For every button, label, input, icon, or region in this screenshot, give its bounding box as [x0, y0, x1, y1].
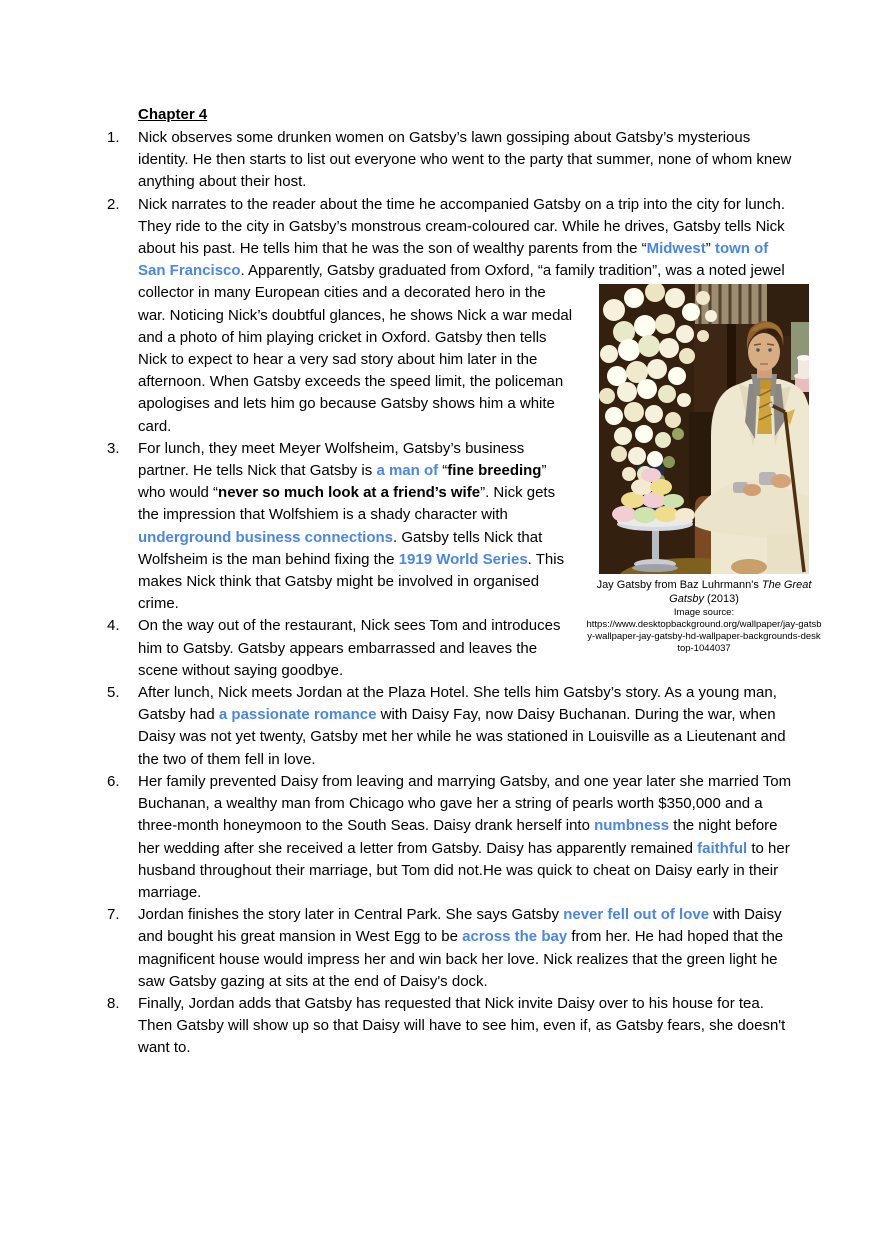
text-run: “	[438, 462, 448, 480]
list-item	[105, 682, 792, 771]
list-item	[105, 438, 792, 616]
text-run: ” who would “	[138, 462, 547, 502]
text-run: Her family prevented Daisy from leaving and marrying Gatsby, and one year later she married Tom Buchanan, a wealthy man from Chicago who gave her a string of pearls worth $350,000 and a three-month honeymoon to the South Seas. Daisy drank herself into	[138, 772, 792, 835]
text-run: After lunch, Nick meets Jordan at the Plaza Hotel. She tells him Gatsby’s story. As a young man, Gatsby had	[138, 684, 777, 724]
highlighted-phrase: across the bay	[462, 928, 568, 946]
text-run: to her husband throughout their marriage, but Tom did not.He was quick to cheat on Daisy early in their marriage.	[138, 839, 790, 901]
text-run: For lunch, they meet Meyer Wolfsheim, Gatsby’s business partner. He tells Nick that Gatsby is	[138, 439, 525, 480]
text-run: Nick observes some drunken women on Gatsby’s lawn gossiping about Gatsby’s mysterious identity. He then starts to list out everyone who went to the party that summer, none of whom knew anything about their host.	[138, 129, 792, 191]
caption-source-label: Image source:	[673, 607, 735, 619]
highlighted-phrase: never fell out of love	[563, 906, 710, 924]
list-number: 1.	[107, 129, 120, 146]
highlighted-phrase: Midwest	[646, 240, 706, 258]
text-run: in the war. Noticing Nick’s doubtful glances, he shows Nick a war medal and a photo of him playing cricket in Oxford. Gatsby then tells Nick to expect to hear a very sad story about him later in the afternoon. When Gatsby exceeds the speed limit, the policeman apologises and lets him go because Gatsby shows him a white card.	[138, 284, 573, 435]
caption-source-url[interactable]: https://www.desktopbackground.org/wallpaper/jay-gatsby-wallpaper-jay-gatsby-hd-wallpaper-backgrounds-desktop-1044037	[586, 619, 822, 655]
list-item	[105, 993, 792, 1060]
text-run: from her. He had hoped that the magnificent house would impress her and win back her love. Nick realizes that the green light he saw Gatsby gazing at sits at the end of Daisy's dock.	[138, 928, 784, 990]
text-run: never so much look at a friend’s wife	[218, 484, 481, 502]
list-number: 2.	[107, 195, 120, 213]
text-run: with Daisy Fay, now Daisy Buchanan. During the war, when Daisy was not yet twenty, Gatsby met her while he was stationed in Louisville as a Lieutenant and the two of them fell in love.	[138, 706, 786, 768]
text-run: Nick narrates to the reader about the time he accompanied Gatsby on a trip into the city for lunch. They ride to the city in Gatsby’s monstrous cream-coloured car. While he drives, Gatsby tells Nick about his past. He tells him that he was the son of wealthy parents from the “	[138, 195, 786, 258]
highlighted-phrase: numbness	[594, 817, 670, 835]
text-run: . Apparently, Gatsby graduated from Oxford, “a family tradition”, was a noted jewel collector in many European cities and a decorated hero	[138, 262, 785, 302]
text-run: On the way out of the restaurant, Nick sees Tom and introduces him to Gatsby. Gatsby appears embarrassed and leaves the scene without saying goodbye.	[138, 617, 561, 679]
text-run: the night before her wedding after she received a letter from Gatsby. Daisy has apparently remained	[138, 817, 778, 857]
list-number: 5.	[107, 684, 120, 702]
text-run: Finally, Jordan adds that Gatsby has requested that Nick invite Daisy over to his house for tea. Then Gatsby will show up so that Daisy will have to see him, even if, as Gatsby fears, she doesn't want to.	[138, 994, 786, 1057]
text-run: ”	[705, 240, 715, 258]
highlighted-phrase: 1919 World Series	[398, 550, 528, 568]
text-run: . This makes Nick think that Gatsby might be involved in organised crime.	[138, 550, 565, 613]
highlighted-phrase: underground business connections	[138, 528, 394, 546]
page-title: Chapter 4	[138, 106, 208, 123]
list-number: 7.	[107, 906, 120, 924]
highlighted-phrase: a passionate romance	[218, 706, 377, 724]
caption-title: Jay Gatsby from Baz Luhrmann's The Great Gatsby (2013)	[596, 579, 812, 605]
list-item	[105, 127, 792, 194]
list-item	[105, 771, 792, 904]
text-run: with Daisy and bought his great mansion in West Egg to be	[138, 906, 782, 946]
text-run: . Gatsby tells Nick that Wolfsheim is the man behind fixing the	[138, 528, 543, 568]
caption-movie-title: The Great Gatsby	[669, 579, 812, 605]
text-run: ”. Nick gets the impression that Wolfshiem is a shady character with	[138, 484, 556, 524]
highlighted-phrase: faithful	[697, 839, 748, 857]
list-number: 6.	[107, 772, 120, 790]
text-run: fine breeding	[447, 462, 542, 480]
highlighted-phrase: a man of	[376, 462, 439, 480]
list-item	[105, 615, 792, 682]
list-number: 8.	[107, 994, 120, 1012]
list-number: 4.	[107, 617, 120, 635]
list-number: 3.	[107, 439, 120, 457]
text-run: Jordan finishes the story later in Central Park. She says Gatsby	[138, 906, 564, 924]
highlighted-phrase: town of San Francisco	[138, 240, 769, 280]
chapter-notes-list	[105, 127, 822, 1060]
list-item	[105, 904, 792, 993]
